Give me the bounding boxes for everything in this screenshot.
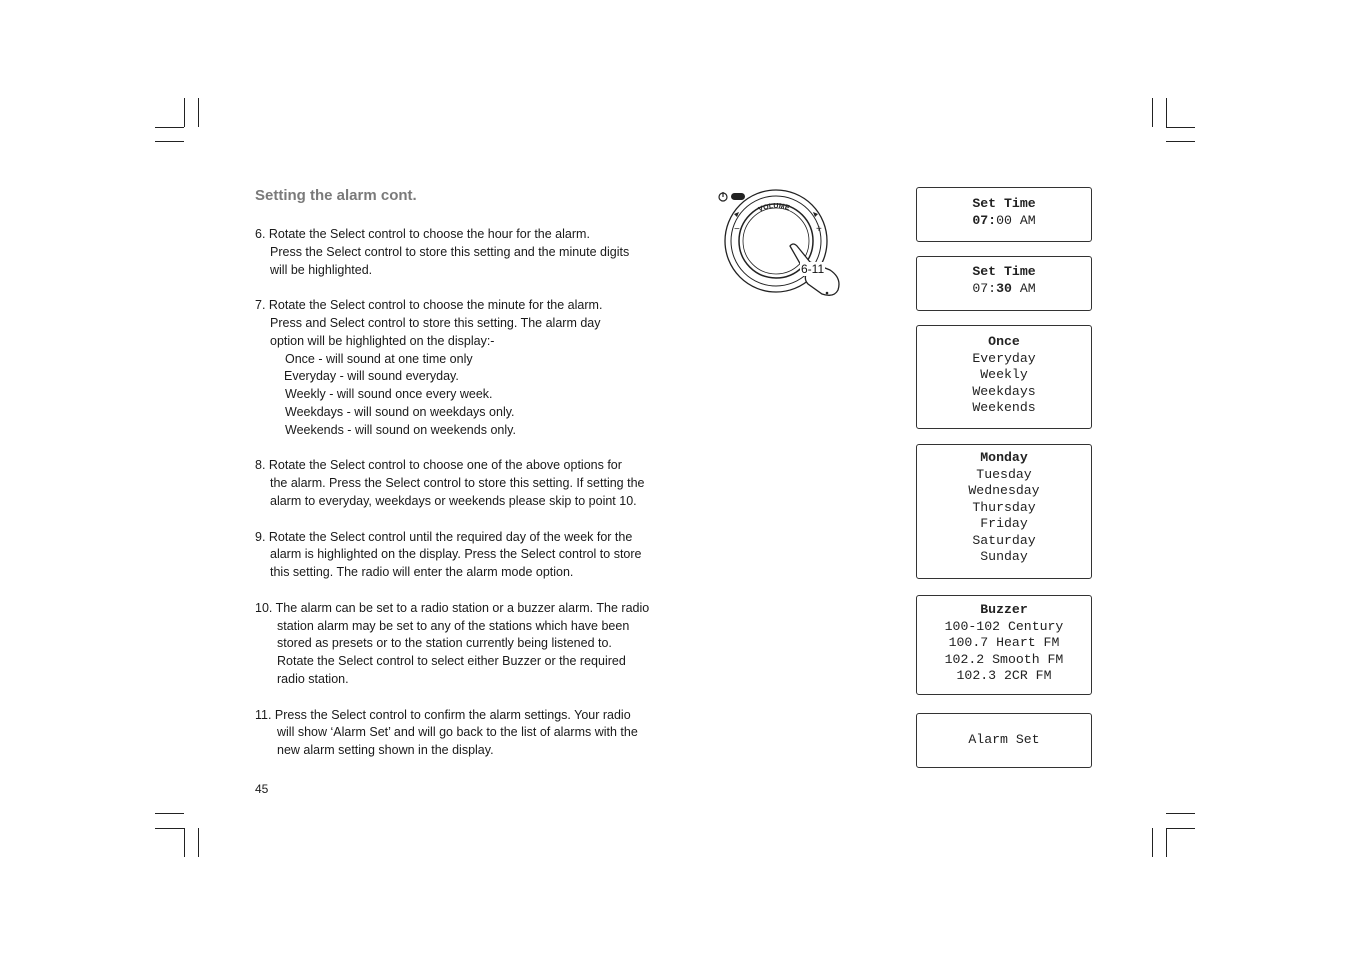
display-title: Set Time bbox=[972, 196, 1036, 211]
time-separator: : bbox=[988, 212, 997, 228]
option-description: Weekends - will sound on weekends only. bbox=[285, 422, 516, 437]
select-knob-illustration bbox=[712, 186, 852, 306]
display-alarm-set bbox=[916, 713, 1092, 768]
step-11 bbox=[255, 707, 675, 760]
step-line: 7. Rotate the Select control to choose the minute for the alarm. bbox=[255, 298, 603, 313]
step-7 bbox=[255, 297, 675, 439]
option-description: Weekdays - will sound on weekdays only. bbox=[285, 404, 515, 419]
station-option: 102.2 Smooth FM bbox=[944, 651, 1064, 667]
day-option: Wednesday bbox=[968, 483, 1040, 498]
option: Weekdays bbox=[972, 383, 1036, 399]
display-alarm-source bbox=[916, 595, 1092, 695]
step-line: new alarm setting shown in the display. bbox=[277, 743, 494, 758]
minute-digits: 30 bbox=[996, 280, 1012, 296]
crop-mark bbox=[198, 98, 199, 127]
step-8 bbox=[255, 457, 675, 510]
day-option: Friday bbox=[980, 516, 1028, 531]
step-line: alarm to everyday, weekdays or weekends please skip to point 10. bbox=[270, 493, 637, 508]
step-9 bbox=[255, 529, 675, 582]
step-line: this setting. The radio will enter the alarm mode option. bbox=[270, 565, 574, 580]
crop-mark bbox=[1166, 828, 1195, 829]
step-line: 8. Rotate the Select control to choose one of the above options for bbox=[255, 458, 622, 473]
crop-mark bbox=[155, 813, 184, 814]
ampm: AM bbox=[1011, 280, 1036, 296]
station-option: 100-102 Century bbox=[944, 618, 1064, 634]
display-time bbox=[917, 213, 1091, 230]
minute-digits: 00 bbox=[996, 212, 1012, 228]
crop-mark bbox=[1166, 127, 1195, 128]
step-line: will be highlighted. bbox=[270, 262, 373, 277]
option-description: Weekly - will sound once every week. bbox=[285, 387, 493, 402]
hour-digits: 07 bbox=[972, 212, 989, 228]
crop-mark bbox=[1166, 98, 1167, 127]
instruction-steps bbox=[255, 226, 675, 778]
step-line: 11. Press the Select control to confirm the alarm settings. Your radio bbox=[255, 707, 631, 722]
step-line: alarm is highlighted on the display. Press the Select control to store bbox=[270, 547, 642, 562]
crop-mark bbox=[184, 828, 185, 857]
plus-sign: + bbox=[816, 224, 822, 235]
step-reference-label: 6-11 bbox=[801, 262, 825, 276]
display-alarm-day bbox=[916, 444, 1092, 579]
ampm: AM bbox=[1011, 212, 1036, 228]
power-icon bbox=[719, 192, 727, 201]
crop-mark bbox=[1152, 98, 1153, 127]
station-option: 102.3 2CR FM bbox=[956, 668, 1052, 683]
option: Weekly bbox=[980, 367, 1028, 382]
day-option: Tuesday bbox=[976, 466, 1032, 482]
display-set-time-minute bbox=[916, 256, 1092, 311]
day-option: Sunday bbox=[980, 549, 1028, 564]
crop-mark bbox=[184, 98, 185, 127]
station-option: 100.7 Heart FM bbox=[948, 635, 1060, 650]
hour-digits: 07 bbox=[972, 280, 989, 296]
minus-sign: − bbox=[734, 224, 740, 235]
option-description: Once - will sound at one time only bbox=[285, 351, 473, 366]
display-time bbox=[917, 281, 1091, 298]
step-6 bbox=[255, 226, 675, 279]
crop-mark bbox=[155, 141, 184, 142]
crop-mark bbox=[1166, 141, 1195, 142]
option: Weekends bbox=[972, 400, 1036, 415]
step-line: will show ‘Alarm Set’ and will go back to the list of alarms with the bbox=[277, 725, 638, 740]
option-description: Everyday - will sound everyday. bbox=[284, 369, 459, 384]
crop-mark bbox=[1166, 813, 1195, 814]
step-line: Press the Select control to store this setting and the minute digits bbox=[270, 244, 630, 259]
crop-mark bbox=[1152, 828, 1153, 857]
display-title: Set Time bbox=[972, 264, 1036, 279]
step-line: radio station. bbox=[277, 671, 349, 686]
display-set-time-hour bbox=[916, 187, 1092, 242]
step-line: the alarm. Press the Select control to store this setting. If setting the bbox=[270, 476, 645, 491]
crop-mark bbox=[198, 828, 199, 857]
display-alarm-frequency bbox=[916, 325, 1092, 429]
volume-label: VOLUME bbox=[757, 202, 791, 214]
day-option: Thursday bbox=[972, 499, 1036, 515]
power-button-icon bbox=[731, 193, 745, 200]
step-line: stored as presets or to the station currently being listened to. bbox=[277, 636, 612, 651]
selected-option: Once bbox=[988, 334, 1020, 349]
time-separator: : bbox=[988, 280, 997, 296]
step-10 bbox=[255, 600, 675, 689]
confirmation-text: Alarm Set bbox=[968, 732, 1040, 747]
selected-day: Monday bbox=[980, 450, 1028, 465]
step-line: 10. The alarm can be set to a radio station or a buzzer alarm. The radio bbox=[255, 600, 650, 615]
crop-mark bbox=[1166, 828, 1167, 857]
page-number: 45 bbox=[255, 782, 269, 796]
option: Everyday bbox=[972, 350, 1036, 366]
step-line: Rotate the Select control to select either Buzzer or the required bbox=[277, 654, 626, 669]
crop-mark bbox=[155, 127, 184, 128]
step-line: Press and Select control to store this setting. The alarm day bbox=[270, 315, 601, 330]
selected-source: Buzzer bbox=[980, 602, 1028, 617]
crop-mark bbox=[155, 828, 184, 829]
step-line: 9. Rotate the Select control until the required day of the week for the bbox=[255, 529, 633, 544]
step-line: option will be highlighted on the display:- bbox=[270, 333, 495, 348]
step-line: station alarm may be set to any of the stations which have been bbox=[277, 618, 630, 633]
section-heading: Setting the alarm cont. bbox=[255, 187, 417, 204]
step-line: 6. Rotate the Select control to choose the hour for the alarm. bbox=[255, 227, 590, 241]
day-option: Saturday bbox=[972, 532, 1036, 548]
